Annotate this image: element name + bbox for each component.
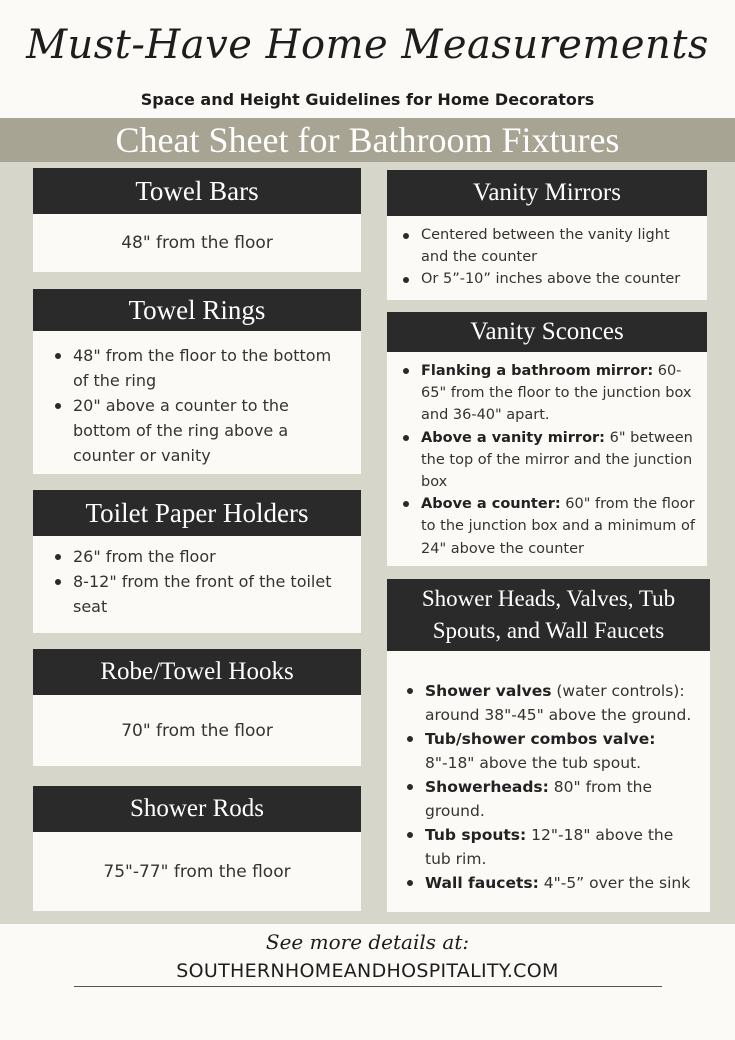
list-item: 20" above a counter to the bottom of the ring above a counter or vanity: [51, 393, 351, 468]
subtitle: Space and Height Guidelines for Home Decorators: [140, 90, 595, 109]
card-towel-rings: [33, 289, 361, 474]
item-label: Above a vanity mirror:: [421, 429, 605, 446]
list-item: [403, 727, 702, 775]
card-title: [387, 579, 710, 651]
footer-url-link[interactable]: SOUTHERNHOMEANDHOSPITALITY.COM: [176, 960, 559, 982]
card-vanity-mirrors: [387, 170, 707, 300]
card-title: Vanity Sconces: [387, 312, 707, 352]
card-shower-heads: [387, 579, 710, 912]
card-title: Vanity Mirrors: [387, 170, 707, 216]
card-title-line: Shower Heads, Valves, Tub: [421, 586, 676, 611]
item-text: 8"-18" above the tub spout.: [425, 754, 642, 772]
list-item: 26" from the floor: [51, 544, 351, 569]
list-item: 8-12" from the front of the toilet seat: [51, 569, 351, 619]
item-text: (water controls): around 38"-45" above the ground.: [425, 682, 692, 724]
card-title: Robe/Towel Hooks: [33, 649, 361, 695]
item-label: Above a counter:: [421, 496, 561, 513]
item-label: Tub/shower combos valve:: [425, 730, 656, 748]
list-item: [403, 823, 702, 871]
list-item: [403, 679, 702, 727]
script-title: Must-Have Home Measurements: [26, 22, 709, 68]
item-label: Tub spouts:: [425, 826, 527, 844]
list-item: [403, 871, 702, 895]
card-shower-rods: [33, 786, 361, 911]
card-text: 48" from the floor: [121, 233, 273, 253]
card-vanity-sconces: [387, 312, 707, 566]
list-item: [399, 360, 699, 427]
list-item: 48" from the floor to the bottom of the ring: [51, 343, 351, 393]
card-toilet-paper-holders: [33, 490, 361, 633]
item-label: Wall faucets:: [425, 874, 539, 892]
card-text: 75"-77" from the floor: [103, 861, 291, 882]
item-label: Flanking a bathroom mirror:: [421, 363, 654, 379]
item-label: Shower valves: [425, 682, 552, 700]
item-text: 12"-18" above the tub rim.: [425, 826, 674, 868]
card-title: Towel Rings: [33, 289, 361, 331]
list-item: [399, 427, 699, 494]
item-label: Showerheads:: [425, 778, 549, 796]
list-item: Centered between the vanity light and the counter: [399, 224, 699, 268]
footer-script: See more details at:: [265, 930, 470, 954]
card-text: 70" from the floor: [121, 720, 273, 741]
card-towel-bars: [33, 168, 361, 272]
card-robe-towel-hooks: [33, 649, 361, 766]
list-item: [399, 493, 699, 560]
item-text: 4"-5” over the sink: [538, 874, 691, 892]
card-title: Toilet Paper Holders: [33, 490, 361, 536]
list-item: [403, 775, 702, 823]
list-item: Or 5”-10” inches above the counter: [399, 268, 699, 290]
footer-divider: [74, 986, 662, 987]
card-title: Shower Rods: [33, 786, 361, 832]
card-title-line: Spouts, and Wall Faucets: [432, 618, 665, 643]
item-text: 6" between the top of the mirror and the junction box: [421, 429, 693, 491]
item-text: 60" from the floor to the junction box and a minimum of 24" above the counter: [421, 496, 695, 557]
card-title: Towel Bars: [33, 168, 361, 214]
banner-title: Cheat Sheet for Bathroom Fixtures: [0, 118, 735, 162]
item-text: 80" from the ground.: [425, 778, 653, 820]
item-text: 60-65" from the floor to the junction box and 36-40" apart.: [421, 363, 692, 424]
